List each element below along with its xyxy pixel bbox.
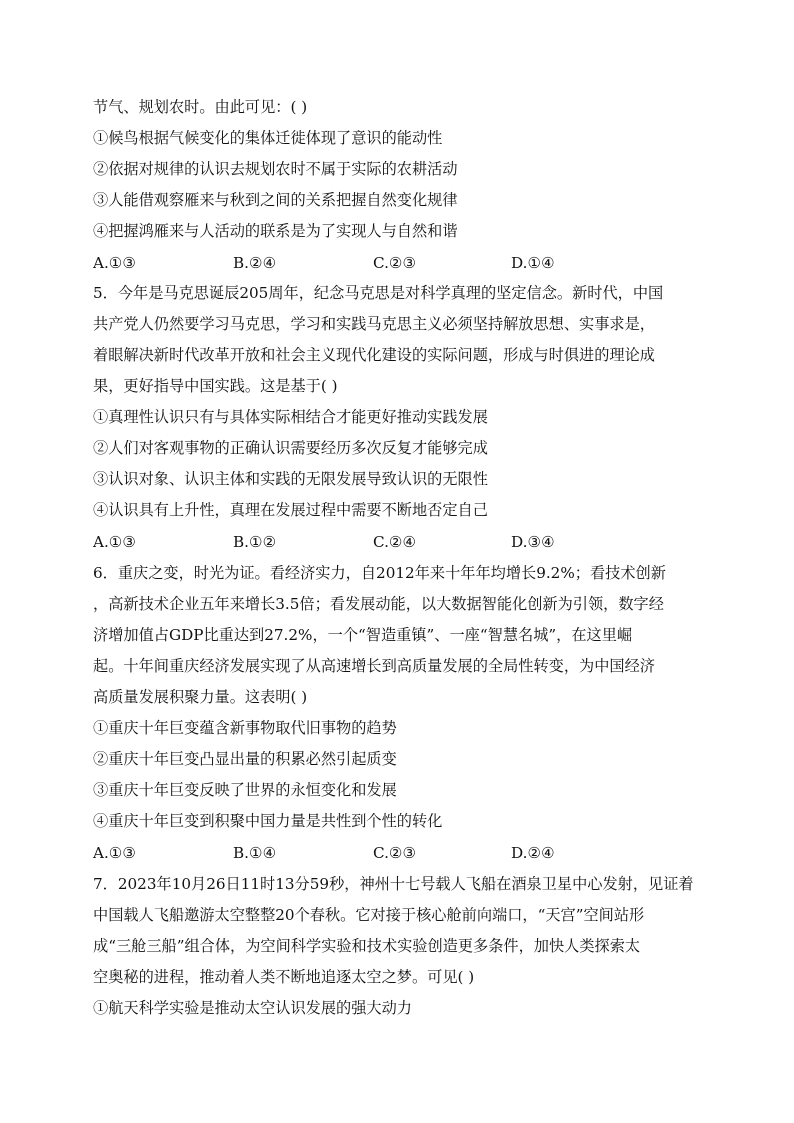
- q6-option-1: ①重庆十年巨变蕴含新事物取代旧事物的趋势: [93, 719, 397, 737]
- q4-option-3: ③人能借观察雁来与秋到之间的关系把握自然变化规律: [93, 191, 458, 209]
- q5-choice-b: B.①②: [233, 533, 277, 551]
- q7-option-1: ①航天科学实验是推动太空认识发展的强大动力: [93, 999, 412, 1017]
- q6-choice-a: A.①③: [93, 844, 137, 862]
- q6-choice-c: C.②③: [373, 844, 417, 862]
- q5-option-3: ③认识对象、认识主体和实践的无限发展导致认识的无限性: [93, 470, 488, 488]
- q5-choice-c: C.②④: [373, 533, 417, 551]
- q4-option-1: ①候鸟根据气候变化的集体迁徙体现了意识的能动性: [93, 129, 443, 147]
- q4-choice-d: D.①④: [511, 254, 555, 272]
- q4-choice-c: C.②③: [373, 254, 417, 272]
- q4-option-4: ④把握鸿雁来与人活动的联系是为了实现人与自然和谐: [93, 222, 458, 240]
- q7-stem-line-2: 中国载人飞船邀游太空整整20个春秋。它对接于核心舱前向端口，“天宫”空间站形: [93, 906, 645, 924]
- q7-stem-line-4: 空奥秘的进程，推动着人类不断地追逐太空之梦。可见( ): [93, 968, 475, 986]
- q5-stem-line-4: 果，更好指导中国实践。这是基于( ): [93, 377, 338, 395]
- q5-answer-choices: [93, 532, 713, 552]
- q4-answer-choices: [93, 253, 713, 273]
- q6-stem-line-3: 济增加值占GDP比重达到27.2%，一个“智造重镇”、一座“智慧名城”，在这里崛: [93, 626, 633, 644]
- q6-option-3: ③重庆十年巨变反映了世界的永恒变化和发展: [93, 781, 397, 799]
- q6-option-4: ④重庆十年巨变到积聚中国力量是共性到个性的转化: [93, 812, 443, 830]
- q5-choice-a: A.①③: [93, 533, 137, 551]
- q6-stem-line-4: 起。十年间重庆经济发展实现了从高速增长到高质量发展的全局性转变，为中国经济: [93, 657, 655, 675]
- q6-answer-choices: [93, 843, 713, 863]
- q7-stem-line-1: 7．2023年10月26日11时13分59秒，神州十七号载人飞船在酒泉卫星中心发射，见证着: [93, 875, 694, 893]
- q6-option-2: ②重庆十年巨变凸显出量的积累必然引起质变: [93, 750, 397, 768]
- q6-choice-d: D.②④: [511, 844, 555, 862]
- q6-choice-b: B.①④: [233, 844, 277, 862]
- q5-option-2: ②人们对客观事物的正确认识需要经历多次反复才能够完成: [93, 439, 488, 457]
- q6-stem-line-5: 高质量发展积聚力量。这表明( ): [93, 688, 308, 706]
- q5-option-4: ④认识具有上升性，真理在发展过程中需要不断地否定自己: [93, 501, 488, 519]
- question-4-stem-end: 节气、规划农时。由此可见：( ): [93, 98, 308, 116]
- q5-stem-line-1: 5．今年是马克思诞辰205周年，纪念马克思是对科学真理的坚定信念。新时代，中国: [93, 284, 664, 302]
- q5-choice-d: D.③④: [511, 533, 555, 551]
- q5-option-1: ①真理性认识只有与具体实际相结合才能更好推动实践发展: [93, 408, 488, 426]
- q4-choice-a: A.①③: [93, 254, 137, 272]
- q5-stem-line-2: 共产党人仍然要学习马克思，学习和实践马克思主义必须坚持解放思想、实事求是，: [93, 315, 655, 333]
- q6-stem-line-2: ，高新技术企业五年来增长3.5倍；看发展动能，以大数据智能化创新为引领，数字经: [93, 595, 664, 613]
- q5-stem-line-3: 着眼解决新时代改革开放和社会主义现代化建设的实际问题，形成与时俱进的理论成: [93, 346, 655, 364]
- q7-stem-line-3: 成“三舱三船”组合体，为空间科学实验和技术实验创造更多条件，加快人类探索太: [93, 937, 641, 955]
- q4-option-2: ②依据对规律的认识去规划农时不属于实际的农耕活动: [93, 160, 458, 178]
- q6-stem-line-1: 6．重庆之变，时光为证。看经济实力，自2012年来十年年均增长9.2%；看技术创新: [93, 564, 666, 582]
- q4-choice-b: B.②④: [233, 254, 277, 272]
